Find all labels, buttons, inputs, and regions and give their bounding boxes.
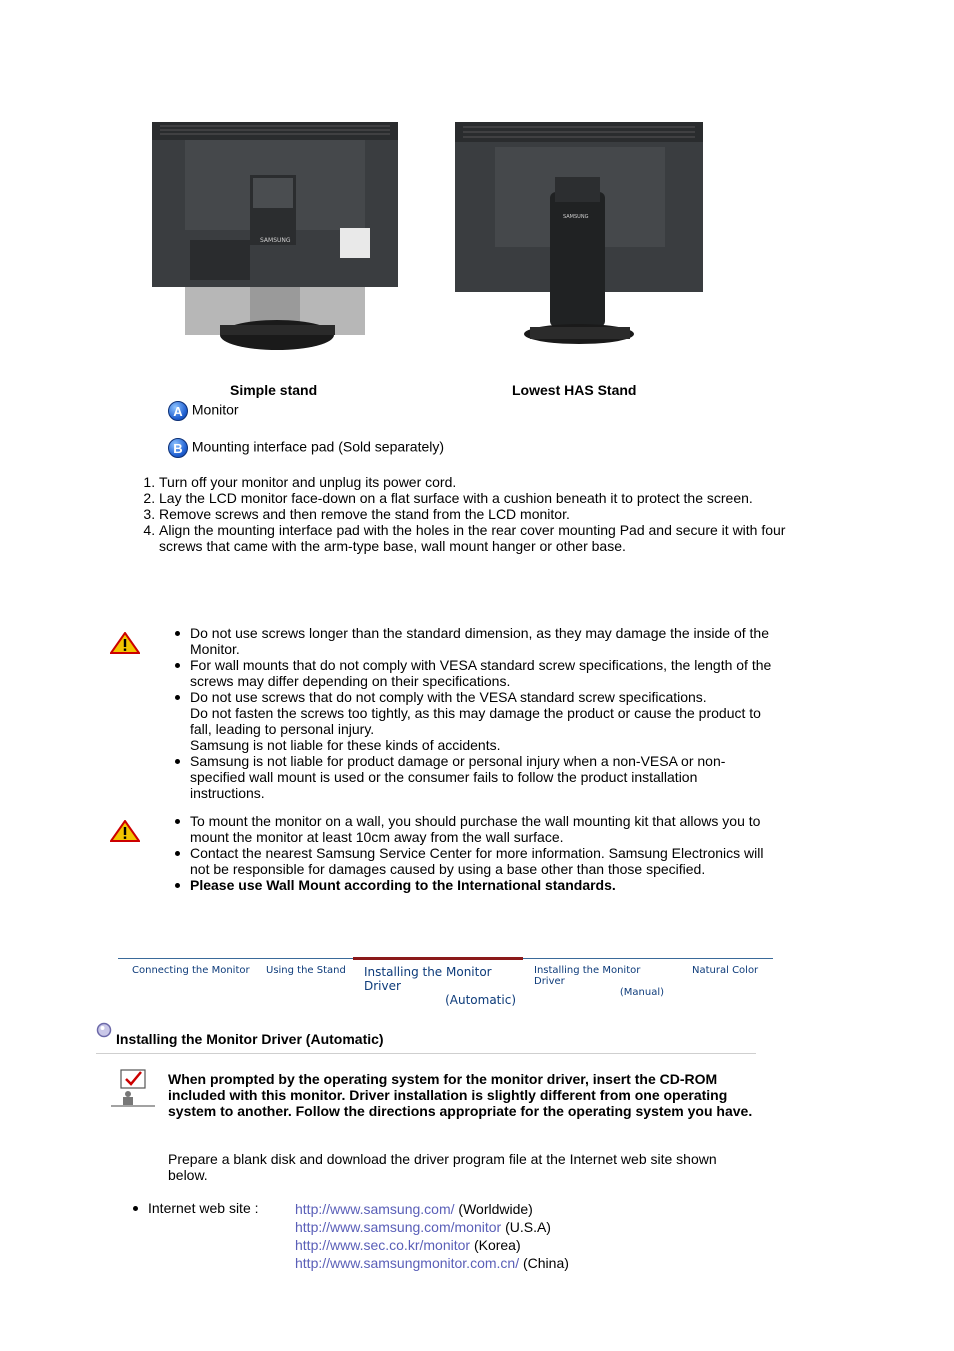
has-stand-image — [455, 122, 703, 347]
site-link-china[interactable]: http://www.samsungmonitor.com.cn/ — [295, 1255, 520, 1271]
site-link-worldwide[interactable]: http://www.samsung.com/ — [295, 1201, 455, 1217]
list-item: Do not use screws longer than the standard dimension, as they may damage the inside of the Monitor. — [190, 625, 775, 657]
brand-label-right: SAMSUNG — [563, 214, 589, 220]
list-item: To mount the monitor on a wall, you should purchase the wall mounting kit that allows you to mount the monitor at least 10cm away from the wall surface. — [190, 813, 775, 845]
nav-connecting-monitor[interactable]: Connecting the Monitor — [132, 965, 250, 976]
site-link-usa[interactable]: http://www.samsung.com/monitor — [295, 1219, 502, 1235]
site-region: (Korea) — [470, 1237, 521, 1253]
nav-driver-automatic-line1: Installing the Monitor Driver — [364, 965, 492, 993]
nav-natural-color[interactable]: Natural Color — [692, 965, 759, 976]
section-divider — [96, 1053, 756, 1054]
warning-icon — [110, 820, 140, 842]
nav-using-stand[interactable]: Using the Stand — [266, 965, 346, 976]
site-row — [295, 1254, 569, 1272]
nav-active-indicator — [353, 957, 523, 960]
step-item: 3. Remove screws and then remove the stand from the LCD monitor. — [159, 506, 799, 522]
site-row — [295, 1200, 569, 1218]
site-row — [295, 1218, 569, 1236]
step-item: 1. Turn off your monitor and unplug its power cord. — [159, 474, 799, 490]
step-item: 4. Align the mounting interface pad with the holes in the rear cover mounting Pad and secure it with four screws that came with the arm-type base, wall mount hanger or other base. — [159, 522, 799, 554]
list-item: Samsung is not liable for product damage or personal injury when a non-VESA or non-specified wall mount is used or the consumer fails to follow the product installation instructions. — [190, 753, 775, 801]
list-item: Contact the nearest Samsung Service Center for more information. Samsung Electronics will not be responsible for damages caused by using a base other than those specified. — [190, 845, 775, 877]
driver-intro: Prepare a blank disk and download the driver program file at the Internet web site shown below. — [168, 1151, 717, 1183]
section-bullet-icon — [96, 1022, 112, 1038]
website-links — [295, 1200, 569, 1272]
note-check-icon — [111, 1068, 155, 1108]
nav-driver-automatic-line2: (Automatic) — [445, 993, 516, 1007]
driver-intro-bold: When prompted by the operating system for the monitor driver, insert the CD-ROM included with this monitor. Driver installation is slightly different from one operating system to another. Follow the directions appropriate for the operating system you have. — [168, 1071, 753, 1119]
nav-driver-manual-line1: Installing the Monitor Driver — [534, 965, 641, 987]
nav-driver-automatic[interactable] — [364, 965, 516, 1007]
site-row — [295, 1236, 569, 1254]
website-label: Internet web site : — [148, 1200, 348, 1216]
label-b-text: Mounting interface pad (Sold separately) — [191, 438, 445, 455]
label-a — [168, 401, 239, 421]
site-region: (China) — [519, 1255, 569, 1271]
label-b — [168, 438, 444, 458]
simple-stand-caption: Simple stand — [230, 382, 318, 398]
section-title: Installing the Monitor Driver (Automatic) — [116, 1031, 384, 1047]
nav-driver-manual[interactable] — [534, 965, 664, 998]
badge-a-icon: A — [168, 401, 188, 421]
step-item: 2. Lay the LCD monitor face-down on a flat surface with a cushion beneath it to protect the screen. — [159, 490, 799, 506]
warning-icon — [110, 632, 140, 654]
badge-b-icon: B — [168, 438, 188, 458]
has-stand-caption: Lowest HAS Stand — [512, 382, 637, 398]
steps-list — [116, 474, 799, 554]
list-item-line: Do not use screws that do not comply with the VESA standard screw specifications. — [190, 689, 707, 705]
list-item: Please use Wall Mount according to the International standards. — [190, 877, 775, 893]
simple-stand-image — [150, 120, 400, 355]
list-item — [190, 689, 775, 753]
list-item-line: Samsung is not liable for these kinds of accidents. — [190, 737, 501, 753]
list-item-line: Do not fasten the screws too tightly, as this may damage the product or cause the product to fall, leading to personal injury. — [190, 705, 761, 737]
site-region: (Worldwide) — [454, 1201, 533, 1217]
list-item: For wall mounts that do not comply with VESA standard screw specifications, the length of the screws may differ depending on their specifications. — [190, 657, 775, 689]
site-link-korea[interactable]: http://www.sec.co.kr/monitor — [295, 1237, 471, 1253]
warning-list-2 — [170, 813, 775, 893]
warning-list-1 — [170, 625, 775, 801]
label-a-text: Monitor — [191, 401, 239, 418]
nav-driver-manual-line2: (Manual) — [619, 987, 664, 998]
site-region: (U.S.A) — [501, 1219, 551, 1235]
brand-label-left: SAMSUNG — [260, 237, 291, 244]
section-nav — [118, 958, 773, 1007]
